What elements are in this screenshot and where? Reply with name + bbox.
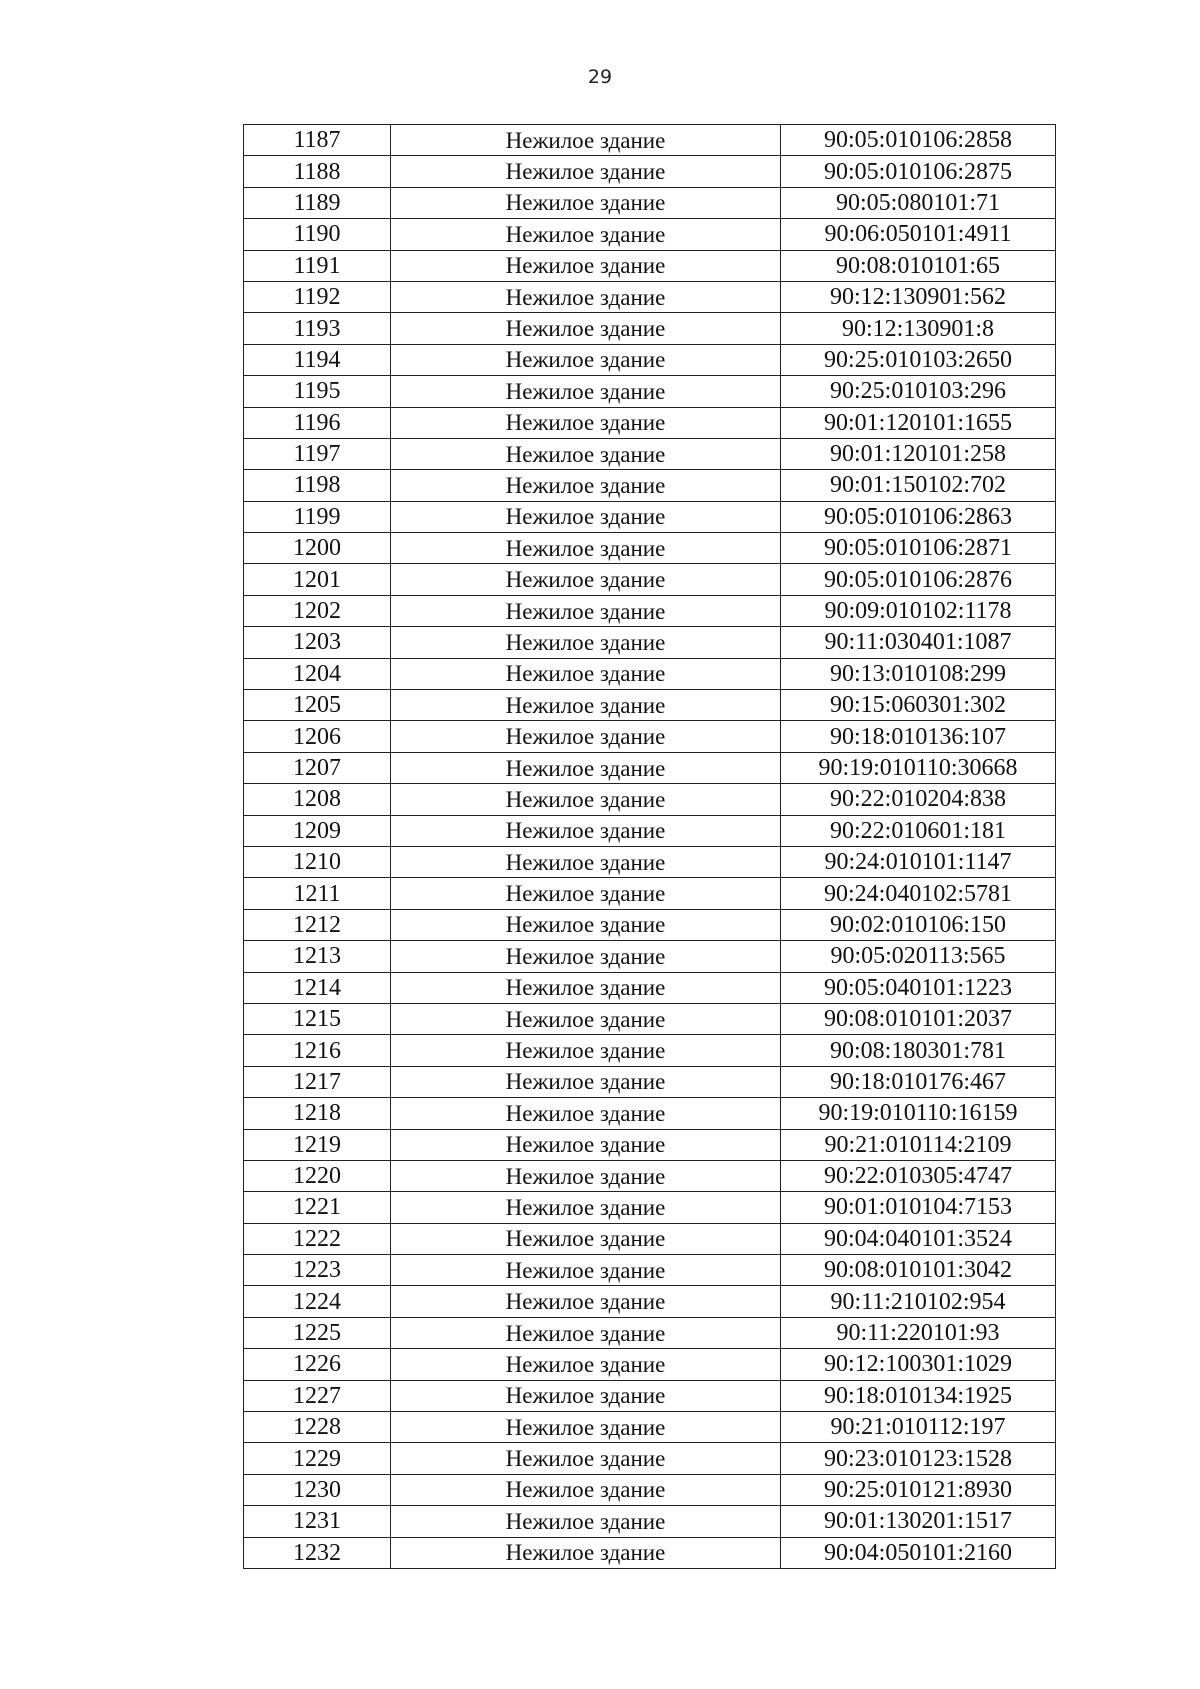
row-number-cell: 1198 <box>244 470 391 501</box>
table-row <box>244 815 1056 846</box>
cadastral-number-cell: 90:05:010106:2871 <box>781 533 1056 564</box>
object-type-cell: Нежилое здание <box>391 407 781 438</box>
object-type-cell: Нежилое здание <box>391 533 781 564</box>
cadastral-number-cell: 90:22:010204:838 <box>781 784 1056 815</box>
cadastral-number-cell: 90:18:010176:467 <box>781 1066 1056 1097</box>
object-type-cell: Нежилое здание <box>391 815 781 846</box>
row-number-cell: 1224 <box>244 1286 391 1317</box>
property-table <box>243 124 1056 1569</box>
row-number-cell: 1227 <box>244 1380 391 1411</box>
table-row <box>244 1506 1056 1537</box>
object-type-cell: Нежилое здание <box>391 1412 781 1443</box>
table-row <box>244 752 1056 783</box>
cadastral-number-cell: 90:21:010112:197 <box>781 1412 1056 1443</box>
row-number-cell: 1212 <box>244 909 391 940</box>
object-type-cell: Нежилое здание <box>391 1223 781 1254</box>
row-number-cell: 1191 <box>244 250 391 281</box>
object-type-cell: Нежилое здание <box>391 564 781 595</box>
row-number-cell: 1201 <box>244 564 391 595</box>
row-number-cell: 1187 <box>244 125 391 156</box>
table-row <box>244 313 1056 344</box>
object-type-cell: Нежилое здание <box>391 1443 781 1474</box>
object-type-cell: Нежилое здание <box>391 1160 781 1191</box>
row-number-cell: 1193 <box>244 313 391 344</box>
object-type-cell: Нежилое здание <box>391 846 781 877</box>
object-type-cell: Нежилое здание <box>391 690 781 721</box>
object-type-cell: Нежилое здание <box>391 1255 781 1286</box>
row-number-cell: 1192 <box>244 281 391 312</box>
table-row <box>244 878 1056 909</box>
table-row <box>244 595 1056 626</box>
page-number: 29 <box>587 66 613 88</box>
cadastral-number-cell: 90:18:010134:1925 <box>781 1380 1056 1411</box>
object-type-cell: Нежилое здание <box>391 941 781 972</box>
cadastral-number-cell: 90:21:010114:2109 <box>781 1129 1056 1160</box>
table-row <box>244 1129 1056 1160</box>
row-number-cell: 1209 <box>244 815 391 846</box>
object-type-cell: Нежилое здание <box>391 752 781 783</box>
table-row <box>244 972 1056 1003</box>
object-type-cell: Нежилое здание <box>391 501 781 532</box>
cadastral-number-cell: 90:08:010101:65 <box>781 250 1056 281</box>
table-row <box>244 281 1056 312</box>
table-row <box>244 1349 1056 1380</box>
table-row <box>244 564 1056 595</box>
table-row <box>244 533 1056 564</box>
table-row <box>244 1537 1056 1568</box>
table-row <box>244 156 1056 187</box>
cadastral-number-cell: 90:13:010108:299 <box>781 658 1056 689</box>
row-number-cell: 1207 <box>244 752 391 783</box>
object-type-cell: Нежилое здание <box>391 344 781 375</box>
object-type-cell: Нежилое здание <box>391 1474 781 1505</box>
row-number-cell: 1204 <box>244 658 391 689</box>
table-row <box>244 1066 1056 1097</box>
table-row <box>244 250 1056 281</box>
object-type-cell: Нежилое здание <box>391 156 781 187</box>
row-number-cell: 1200 <box>244 533 391 564</box>
cadastral-number-cell: 90:05:010106:2875 <box>781 156 1056 187</box>
object-type-cell: Нежилое здание <box>391 1066 781 1097</box>
table-row <box>244 1412 1056 1443</box>
object-type-cell: Нежилое здание <box>391 1192 781 1223</box>
cadastral-number-cell: 90:06:050101:4911 <box>781 219 1056 250</box>
cadastral-number-cell: 90:01:150102:702 <box>781 470 1056 501</box>
cadastral-number-cell: 90:23:010123:1528 <box>781 1443 1056 1474</box>
table-row <box>244 1317 1056 1348</box>
table-row <box>244 219 1056 250</box>
object-type-cell: Нежилое здание <box>391 972 781 1003</box>
row-number-cell: 1188 <box>244 156 391 187</box>
cadastral-number-cell: 90:05:040101:1223 <box>781 972 1056 1003</box>
object-type-cell: Нежилое здание <box>391 281 781 312</box>
object-type-cell: Нежилое здание <box>391 1506 781 1537</box>
table-row <box>244 658 1056 689</box>
row-number-cell: 1199 <box>244 501 391 532</box>
object-type-cell: Нежилое здание <box>391 1098 781 1129</box>
object-type-cell: Нежилое здание <box>391 1317 781 1348</box>
cadastral-number-cell: 90:01:010104:7153 <box>781 1192 1056 1223</box>
row-number-cell: 1213 <box>244 941 391 972</box>
table-row <box>244 1160 1056 1191</box>
cadastral-number-cell: 90:02:010106:150 <box>781 909 1056 940</box>
object-type-cell: Нежилое здание <box>391 595 781 626</box>
cadastral-number-cell: 90:18:010136:107 <box>781 721 1056 752</box>
table-row <box>244 690 1056 721</box>
table-row <box>244 1003 1056 1034</box>
cadastral-number-cell: 90:15:060301:302 <box>781 690 1056 721</box>
object-type-cell: Нежилое здание <box>391 250 781 281</box>
row-number-cell: 1208 <box>244 784 391 815</box>
table-row <box>244 627 1056 658</box>
object-type-cell: Нежилое здание <box>391 219 781 250</box>
object-type-cell: Нежилое здание <box>391 1537 781 1568</box>
cadastral-number-cell: 90:01:130201:1517 <box>781 1506 1056 1537</box>
table-row <box>244 187 1056 218</box>
object-type-cell: Нежилое здание <box>391 438 781 469</box>
table-row <box>244 721 1056 752</box>
object-type-cell: Нежилое здание <box>391 125 781 156</box>
table-row <box>244 1443 1056 1474</box>
object-type-cell: Нежилое здание <box>391 627 781 658</box>
cadastral-number-cell: 90:12:130901:8 <box>781 313 1056 344</box>
table-row <box>244 1223 1056 1254</box>
table-row <box>244 1255 1056 1286</box>
row-number-cell: 1228 <box>244 1412 391 1443</box>
row-number-cell: 1229 <box>244 1443 391 1474</box>
table-row <box>244 784 1056 815</box>
cadastral-number-cell: 90:11:220101:93 <box>781 1317 1056 1348</box>
object-type-cell: Нежилое здание <box>391 1349 781 1380</box>
cadastral-number-cell: 90:25:010121:8930 <box>781 1474 1056 1505</box>
cadastral-number-cell: 90:01:120101:258 <box>781 438 1056 469</box>
row-number-cell: 1206 <box>244 721 391 752</box>
object-type-cell: Нежилое здание <box>391 1129 781 1160</box>
row-number-cell: 1230 <box>244 1474 391 1505</box>
table-row <box>244 1286 1056 1317</box>
object-type-cell: Нежилое здание <box>391 470 781 501</box>
row-number-cell: 1194 <box>244 344 391 375</box>
object-type-cell: Нежилое здание <box>391 909 781 940</box>
cadastral-number-cell: 90:24:010101:1147 <box>781 846 1056 877</box>
cadastral-number-cell: 90:04:050101:2160 <box>781 1537 1056 1568</box>
object-type-cell: Нежилое здание <box>391 1003 781 1034</box>
cadastral-number-cell: 90:22:010601:181 <box>781 815 1056 846</box>
object-type-cell: Нежилое здание <box>391 784 781 815</box>
object-type-cell: Нежилое здание <box>391 1380 781 1411</box>
cadastral-number-cell: 90:19:010110:16159 <box>781 1098 1056 1129</box>
cadastral-number-cell: 90:09:010102:1178 <box>781 595 1056 626</box>
table-row <box>244 344 1056 375</box>
row-number-cell: 1197 <box>244 438 391 469</box>
table-row <box>244 941 1056 972</box>
row-number-cell: 1205 <box>244 690 391 721</box>
object-type-cell: Нежилое здание <box>391 1035 781 1066</box>
table-row <box>244 470 1056 501</box>
table-row <box>244 438 1056 469</box>
cadastral-number-cell: 90:05:080101:71 <box>781 187 1056 218</box>
cadastral-number-cell: 90:01:120101:1655 <box>781 407 1056 438</box>
cadastral-number-cell: 90:04:040101:3524 <box>781 1223 1056 1254</box>
cadastral-number-cell: 90:11:030401:1087 <box>781 627 1056 658</box>
table-row <box>244 846 1056 877</box>
row-number-cell: 1226 <box>244 1349 391 1380</box>
table-row <box>244 1098 1056 1129</box>
cadastral-number-cell: 90:05:010106:2876 <box>781 564 1056 595</box>
cadastral-number-cell: 90:22:010305:4747 <box>781 1160 1056 1191</box>
table-row <box>244 376 1056 407</box>
row-number-cell: 1219 <box>244 1129 391 1160</box>
cadastral-number-cell: 90:25:010103:2650 <box>781 344 1056 375</box>
object-type-cell: Нежилое здание <box>391 1286 781 1317</box>
table-row <box>244 1035 1056 1066</box>
table-row <box>244 1192 1056 1223</box>
row-number-cell: 1231 <box>244 1506 391 1537</box>
object-type-cell: Нежилое здание <box>391 376 781 407</box>
table-row <box>244 909 1056 940</box>
row-number-cell: 1202 <box>244 595 391 626</box>
row-number-cell: 1211 <box>244 878 391 909</box>
cadastral-number-cell: 90:25:010103:296 <box>781 376 1056 407</box>
cadastral-number-cell: 90:19:010110:30668 <box>781 752 1056 783</box>
row-number-cell: 1190 <box>244 219 391 250</box>
row-number-cell: 1222 <box>244 1223 391 1254</box>
row-number-cell: 1214 <box>244 972 391 1003</box>
row-number-cell: 1217 <box>244 1066 391 1097</box>
cadastral-number-cell: 90:05:010106:2863 <box>781 501 1056 532</box>
object-type-cell: Нежилое здание <box>391 187 781 218</box>
object-type-cell: Нежилое здание <box>391 658 781 689</box>
row-number-cell: 1210 <box>244 846 391 877</box>
object-type-cell: Нежилое здание <box>391 878 781 909</box>
table-row <box>244 407 1056 438</box>
cadastral-number-cell: 90:08:010101:2037 <box>781 1003 1056 1034</box>
row-number-cell: 1196 <box>244 407 391 438</box>
cadastral-number-cell: 90:08:180301:781 <box>781 1035 1056 1066</box>
table-row <box>244 501 1056 532</box>
cadastral-number-cell: 90:05:010106:2858 <box>781 125 1056 156</box>
row-number-cell: 1203 <box>244 627 391 658</box>
cadastral-number-cell: 90:08:010101:3042 <box>781 1255 1056 1286</box>
table-row <box>244 125 1056 156</box>
row-number-cell: 1189 <box>244 187 391 218</box>
cadastral-number-cell: 90:05:020113:565 <box>781 941 1056 972</box>
row-number-cell: 1218 <box>244 1098 391 1129</box>
object-type-cell: Нежилое здание <box>391 313 781 344</box>
cadastral-number-cell: 90:12:100301:1029 <box>781 1349 1056 1380</box>
row-number-cell: 1220 <box>244 1160 391 1191</box>
row-number-cell: 1221 <box>244 1192 391 1223</box>
row-number-cell: 1215 <box>244 1003 391 1034</box>
cadastral-number-cell: 90:12:130901:562 <box>781 281 1056 312</box>
cadastral-number-cell: 90:11:210102:954 <box>781 1286 1056 1317</box>
table-row <box>244 1474 1056 1505</box>
table-row <box>244 1380 1056 1411</box>
row-number-cell: 1232 <box>244 1537 391 1568</box>
object-type-cell: Нежилое здание <box>391 721 781 752</box>
table-body <box>244 125 1056 1569</box>
row-number-cell: 1225 <box>244 1317 391 1348</box>
cadastral-number-cell: 90:24:040102:5781 <box>781 878 1056 909</box>
row-number-cell: 1195 <box>244 376 391 407</box>
row-number-cell: 1223 <box>244 1255 391 1286</box>
row-number-cell: 1216 <box>244 1035 391 1066</box>
